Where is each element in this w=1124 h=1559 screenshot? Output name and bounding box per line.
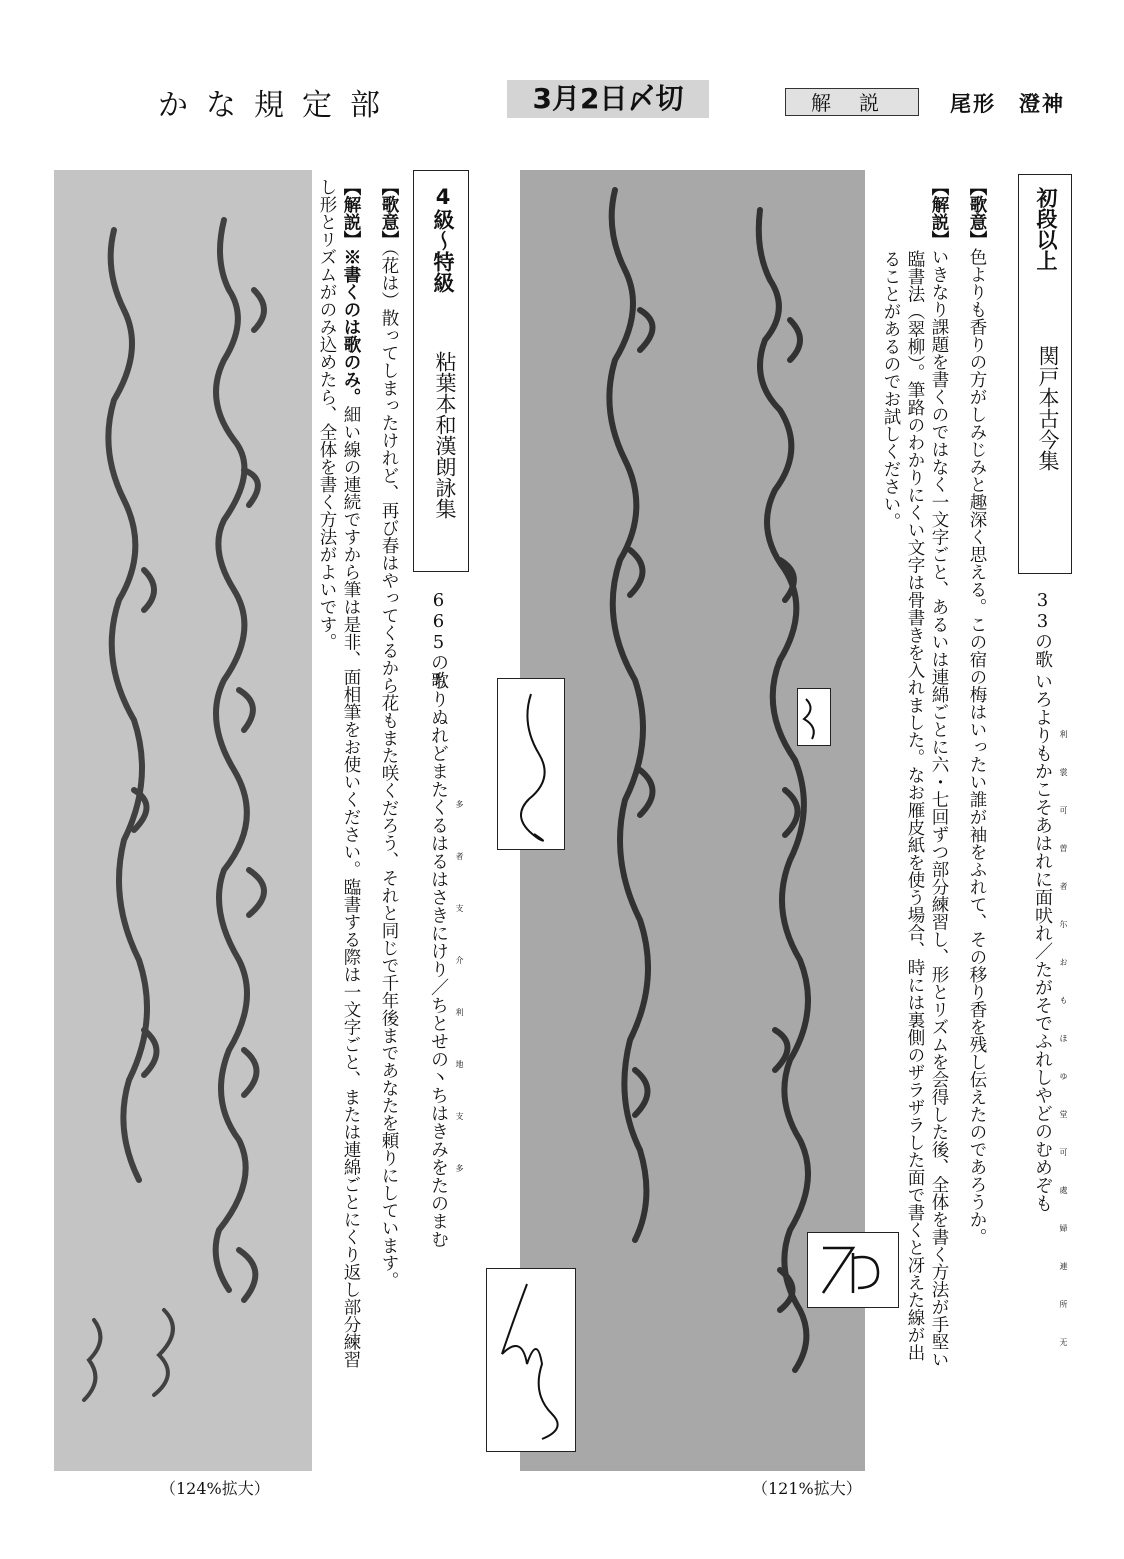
source-title: 関戸本古今集	[1036, 345, 1060, 471]
stroke-detail-inset-4	[486, 1268, 576, 1452]
commentary-line-2: 臨書法（翠柳）。筆路のわかりにくい文字は骨書きを入れました。なお雁皮紙を使う場合、時には裏側のザラザラした面で書くと冴えた線が出	[905, 250, 925, 1362]
rubi-glyph: 地	[455, 1060, 464, 1112]
stroke-detail-drawing	[798, 689, 830, 745]
caption-intermediate: （124%拡大）	[160, 1479, 270, 1498]
rubi-glyph: 介	[455, 956, 464, 1008]
commentary-intermediate	[340, 178, 361, 1368]
meaning-label: 【歌意】	[967, 178, 987, 248]
commentary-advanced	[928, 178, 949, 1368]
meaning-intermediate	[378, 178, 399, 1289]
rubi-glyph: 利	[1059, 730, 1068, 768]
rubi-glyph: おもほゆ	[1059, 958, 1068, 1110]
meaning-text: （花は）散ってしまったけれど、再び春はやってくるから花もまた咲くだろう、それと同じで千年後まであなたを頼りにしています。	[379, 248, 399, 1290]
stroke-detail-drawing	[498, 679, 564, 849]
rubi-glyph: 者	[455, 852, 464, 904]
rubi-glyph: 支	[455, 904, 464, 956]
commentary-badge: 解説	[785, 88, 919, 116]
commentary-label: 【解説】	[341, 178, 361, 248]
page-title: かな規定部	[158, 88, 398, 123]
rubi-glyph: 所	[1059, 1300, 1068, 1338]
level-box-intermediate	[413, 170, 469, 572]
level-box-advanced	[1018, 174, 1072, 574]
poem-text-intermediate: ちりぬれどまたくるはるはさきにけり／ちとせの丶ちはきみをたのまむ	[428, 672, 449, 1248]
meaning-advanced	[966, 178, 987, 1246]
rubi-glyph: 裳可	[1059, 768, 1068, 844]
rubi-glyph: 支	[455, 1112, 464, 1164]
rubi-glyph: 多	[455, 1164, 464, 1216]
stroke-detail-drawing	[487, 1269, 575, 1451]
calligraphy-strokes-intermediate	[54, 170, 312, 1471]
rubi-glyph: 曽	[1059, 844, 1068, 882]
meaning-text: 色よりも香りの方がしみじみと趣深く思える。この宿の梅はいったい誰が袖をふれて、その移り香を残し伝えたのであろうか。	[967, 248, 987, 1246]
caption-advanced: （121%拡大）	[752, 1479, 862, 1498]
poem-number-advanced: 33の歌	[1032, 590, 1053, 668]
stroke-detail-inset-3	[807, 1232, 899, 1308]
commentary-line-intermediate	[316, 178, 337, 651]
rubi-advanced	[1058, 730, 1069, 1376]
rubi-intermediate	[454, 800, 465, 1216]
deadline-banner: 3月2日〆切	[507, 80, 709, 118]
rubi-glyph: 婦	[1059, 1224, 1068, 1262]
commentary-line-1: 細い線の連続ですから筆は是非、面相筆をお使いください。臨書する際は一文字ごと、または連綿ごとにくり返し部分練習	[341, 405, 361, 1368]
poem-number-intermediate: 665の歌	[428, 590, 449, 689]
rubi-glyph: 連	[1059, 1262, 1068, 1300]
level-label: 初段以上	[1034, 187, 1058, 271]
commentary-line-3: ることがあるのでお試しください。	[881, 250, 901, 530]
stroke-detail-inset-2	[797, 688, 831, 746]
stroke-detail-inset-1	[497, 678, 565, 850]
rubi-glyph: 者	[1059, 882, 1068, 920]
author-name: 尾形 澄神	[950, 91, 1065, 116]
source-title: 粘葉本和漢朗詠集	[433, 351, 457, 519]
rubi-glyph: 堂可	[1059, 1110, 1068, 1186]
poem-text-advanced: いろよりもかこそあはれに面吠れ／たがそでふれしやどのむめぞも	[1032, 672, 1053, 1212]
commentary-line-1: いきなり課題を書くのではなく一文字ごと、あるいは連綿ごとに六・七回ずつ部分練習し、形とリズムを会得した後、全体を書く方法が手堅い	[929, 248, 949, 1368]
stroke-detail-drawing	[808, 1233, 898, 1307]
commentary-bold-note: ※書くのは歌のみ。	[341, 248, 361, 406]
rubi-glyph: 利	[455, 1008, 464, 1060]
commentary-label: 【解説】	[929, 178, 949, 248]
rubi-glyph: 處	[1059, 1186, 1068, 1224]
meaning-label: 【歌意】	[379, 178, 399, 248]
commentary-line-2: し形とリズムがのみ込めたら、全体を書く方法がよいです。	[317, 178, 337, 651]
calligraphy-image-intermediate	[54, 170, 312, 1471]
rubi-glyph: 无	[1059, 1338, 1068, 1376]
rubi-glyph: 多	[455, 800, 464, 852]
rubi-glyph: 尓	[1059, 920, 1068, 958]
level-label: 4級～特級	[431, 185, 455, 293]
